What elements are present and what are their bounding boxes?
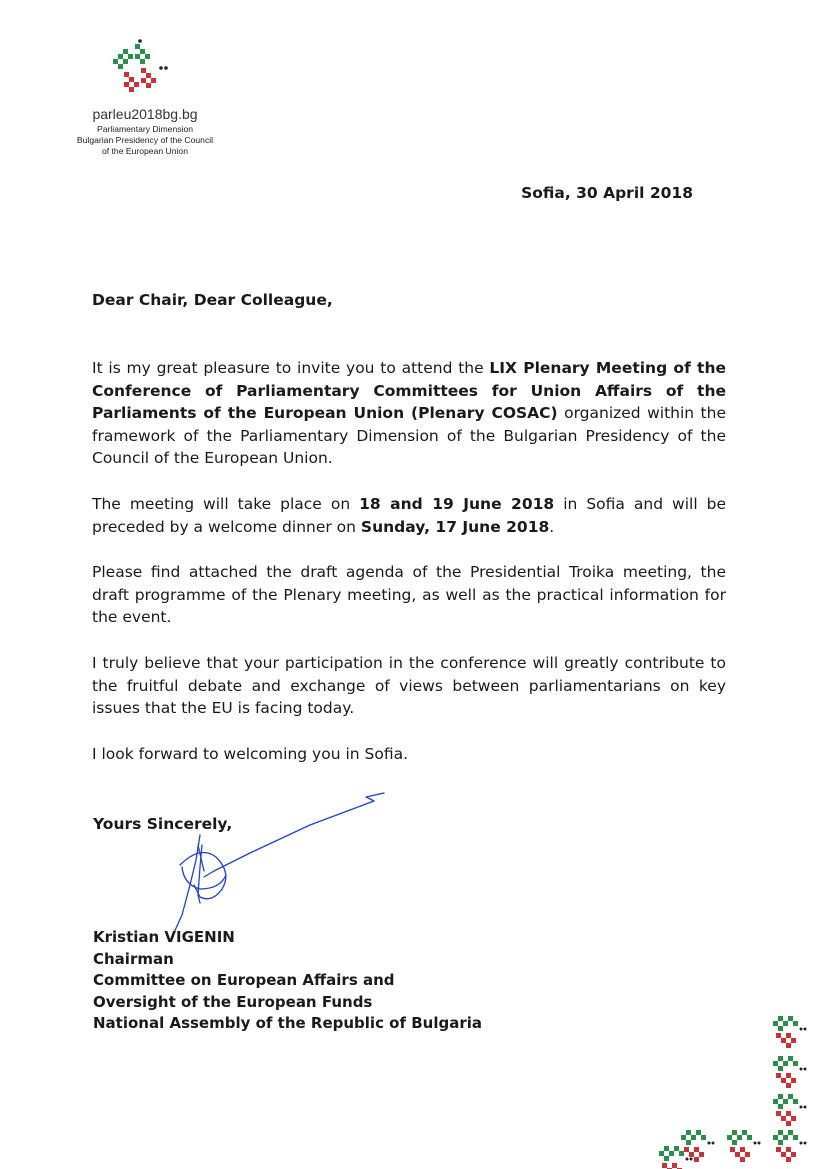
paragraph-closing: I look forward to welcoming you in Sofia. xyxy=(92,745,409,763)
text: The meeting will take place on xyxy=(92,495,360,513)
website-url: parleu2018bg.bg xyxy=(92,106,198,122)
handwritten-signature xyxy=(160,785,395,950)
institution-name: National Assembly of the Republic of Bulgaria xyxy=(93,1014,483,1033)
signatory-title: Chairman xyxy=(93,949,174,968)
paragraph-invitation xyxy=(92,357,726,470)
closing: Yours Sincerely, xyxy=(93,815,233,833)
meeting-title: LIX Plenary Meeting of the Conference of Parliamentary Committees for Union Affairs of the Parliaments of the European Union (Plenary COSAC) xyxy=(92,359,726,422)
meeting-dates: 18 and 19 June 2018 xyxy=(359,495,555,513)
logo-line: of the European Union xyxy=(101,146,188,156)
letter-date: Sofia, 30 April 2018 xyxy=(521,184,693,202)
signatory-name: Kristian VIGENIN xyxy=(93,928,235,946)
logo-line: Bulgarian Presidency of the Council xyxy=(76,135,214,145)
corner-ornament-icon xyxy=(655,1005,827,1169)
bg-presidency-logo-icon xyxy=(108,38,172,102)
dinner-date: Sunday, 17 June 2018 xyxy=(360,517,550,536)
paragraph-attachments: Please find attached the draft agenda of the Presidential Troika meeting, the draft programme of the Plenary meeting, as well as the practical information for the event. xyxy=(92,563,726,626)
signatory-block xyxy=(93,927,482,1035)
logo-line: Parliamentary Dimension xyxy=(97,124,193,134)
salutation: Dear Chair, Dear Colleague, xyxy=(92,291,333,309)
logo-text-block xyxy=(70,106,220,157)
text: organized within the framework of the Parliamentary Dimension of the Bulgarian Presidency of the Council of the European Union. xyxy=(92,404,726,467)
text: in Sofia and will be preceded by a welcome dinner on xyxy=(92,495,727,536)
paragraph-belief: I truly believe that your participation in the conference will greatly contribute to the fruitful debate and exchange of views between parliamentarians on key issues that the EU is facing today. xyxy=(92,654,726,717)
text: It is my great pleasure to invite you to attend the xyxy=(92,359,490,377)
text: . xyxy=(549,517,555,536)
committee-name: Committee on European Affairs and xyxy=(93,971,395,990)
committee-name: Oversight of the European Funds xyxy=(93,992,373,1011)
paragraph-dates xyxy=(92,493,726,538)
